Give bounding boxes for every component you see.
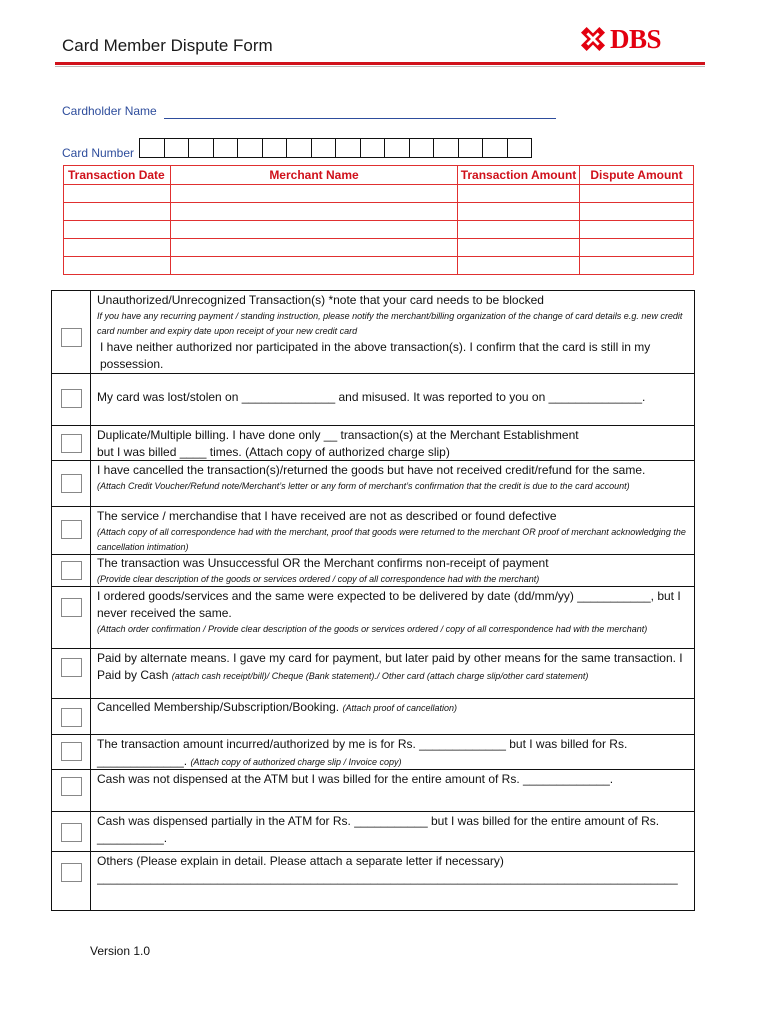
dispute-row-atm-partial bbox=[52, 811, 694, 851]
cardholder-name-label: Cardholder Name bbox=[62, 104, 157, 118]
dispute-text: Duplicate/Multiple billing. I have done only __ transaction(s) at the Merchant Establishment bbox=[97, 428, 579, 442]
card-digit-box[interactable] bbox=[458, 138, 484, 158]
dispute-note: (Attach Credit Voucher/Refund note/Merchant’s letter or any form of merchant’s confirmation that the credit is due to the card account) bbox=[97, 481, 630, 491]
dispute-checkbox[interactable] bbox=[61, 598, 82, 617]
table-cell[interactable] bbox=[458, 239, 580, 257]
dispute-note: (Attach copy of authorized charge slip / Invoice copy) bbox=[190, 757, 402, 767]
table-cell[interactable] bbox=[171, 221, 458, 239]
table-cell[interactable] bbox=[171, 239, 458, 257]
cardholder-name-field[interactable] bbox=[164, 118, 556, 119]
dbs-star-icon bbox=[580, 26, 606, 52]
table-cell[interactable] bbox=[171, 203, 458, 221]
table-cell[interactable] bbox=[580, 257, 694, 275]
dispute-row-others bbox=[52, 851, 694, 910]
table-cell[interactable] bbox=[64, 221, 171, 239]
dispute-text: I ordered goods/services and the same were expected to be delivered by date (dd/mm/yy) ___________, but I never received the same. bbox=[97, 589, 681, 620]
dispute-row-amount-mismatch bbox=[52, 734, 694, 769]
dispute-checkbox[interactable] bbox=[61, 742, 82, 761]
dispute-checkbox[interactable] bbox=[61, 561, 82, 580]
table-cell[interactable] bbox=[64, 185, 171, 203]
dispute-text: The service / merchandise that I have received are not as described or found defective bbox=[97, 509, 557, 523]
dispute-row-atm-not-dispensed bbox=[52, 769, 694, 811]
dispute-text: The transaction amount incurred/authorized by me is for Rs. _____________ but I was billed for Rs. _____________. bbox=[97, 737, 628, 768]
dispute-row-alternate-payment bbox=[52, 648, 694, 698]
table-cell[interactable] bbox=[458, 257, 580, 275]
others-explanation-line[interactable]: _______________________________________________________________________________________ bbox=[97, 871, 678, 885]
table-row bbox=[64, 203, 694, 221]
dispute-row-unsuccessful bbox=[52, 554, 694, 586]
dispute-note: (attach cash receipt/bill)/ Cheque (Bank statement)./ Other card (attach charge slip/other card statement) bbox=[171, 671, 589, 681]
table-cell[interactable] bbox=[458, 203, 580, 221]
dispute-text: I have cancelled the transaction(s)/returned the goods but have not received credit/refund for the same. bbox=[97, 463, 646, 477]
table-header-row bbox=[64, 166, 694, 185]
dispute-text: Unauthorized/Unrecognized Transaction(s) *note that your card needs to be blocked bbox=[97, 293, 544, 307]
col-merchant-name: Merchant Name bbox=[171, 166, 458, 185]
dispute-note: (Attach order confirmation / Provide clear description of the goods or services ordered / copy of all correspondence had with the merchant) bbox=[97, 624, 648, 634]
dispute-note: If you have any recurring payment / standing instruction, please notify the merchant/billing organization of the change of card details e.g. new credit card number and expiry date upon receipt of your new credit card bbox=[97, 311, 683, 336]
dispute-checkbox[interactable] bbox=[61, 328, 82, 347]
dispute-text: The transaction was Unsuccessful OR the Merchant confirms non-receipt of payment bbox=[97, 556, 549, 570]
dispute-row-not-delivered bbox=[52, 586, 694, 648]
dispute-row-cancelled-membership bbox=[52, 698, 694, 734]
dispute-note: (Attach proof of cancellation) bbox=[342, 703, 458, 713]
table-cell[interactable] bbox=[64, 203, 171, 221]
dispute-checkbox[interactable] bbox=[61, 823, 82, 842]
dispute-text: Others (Please explain in detail. Please attach a separate letter if necessary) bbox=[97, 854, 504, 868]
card-digit-box[interactable] bbox=[409, 138, 435, 158]
dispute-checkbox[interactable] bbox=[61, 434, 82, 453]
dispute-row-cancelled-refund bbox=[52, 460, 694, 506]
card-digit-box[interactable] bbox=[335, 138, 361, 158]
table-row bbox=[64, 185, 694, 203]
dispute-checkbox[interactable] bbox=[61, 474, 82, 493]
dispute-checkbox[interactable] bbox=[61, 389, 82, 408]
dispute-text: Cash was not dispensed at the ATM but I was billed for the entire amount of Rs. _____________. bbox=[97, 772, 614, 786]
header-divider-shadow bbox=[55, 66, 705, 67]
version-label: Version 1.0 bbox=[90, 944, 151, 958]
card-digit-box[interactable] bbox=[433, 138, 459, 158]
col-transaction-amount: Transaction Amount bbox=[458, 166, 580, 185]
table-cell[interactable] bbox=[458, 221, 580, 239]
card-number-field[interactable] bbox=[140, 138, 532, 158]
table-cell[interactable] bbox=[580, 185, 694, 203]
table-row bbox=[64, 257, 694, 275]
dispute-checkbox[interactable] bbox=[61, 708, 82, 727]
col-transaction-date: Transaction Date bbox=[64, 166, 171, 185]
dispute-row-lost-stolen bbox=[52, 373, 694, 425]
dispute-text: Cancelled Membership/Subscription/Booking. bbox=[97, 700, 340, 714]
dispute-text: Paid by alternate means. I gave my card for payment, but later paid by other means for the same transaction. I Paid by Cash bbox=[97, 651, 683, 682]
dispute-checkbox[interactable] bbox=[61, 777, 82, 796]
table-cell[interactable] bbox=[64, 239, 171, 257]
dispute-checkbox[interactable] bbox=[61, 658, 82, 677]
page-title: Card Member Dispute Form bbox=[62, 36, 273, 55]
card-digit-box[interactable] bbox=[164, 138, 190, 158]
dispute-checkbox[interactable] bbox=[61, 863, 82, 882]
card-digit-box[interactable] bbox=[482, 138, 508, 158]
dispute-row-defective bbox=[52, 506, 694, 554]
dispute-text: but I was billed ____ times. (Attach copy of authorized charge slip) bbox=[97, 445, 450, 459]
dispute-note: (Attach copy of all correspondence had with the merchant, proof that goods were returned to the merchant OR proof of merchant acknowledging the cancellation intimation) bbox=[97, 527, 686, 552]
table-row bbox=[64, 239, 694, 257]
table-cell[interactable] bbox=[64, 257, 171, 275]
card-digit-box[interactable] bbox=[311, 138, 337, 158]
dispute-text: I have neither authorized nor participated in the above transaction(s). I confirm that the card is still in my possession. bbox=[100, 340, 651, 371]
card-digit-box[interactable] bbox=[139, 138, 165, 158]
table-row bbox=[64, 221, 694, 239]
card-digit-box[interactable] bbox=[360, 138, 386, 158]
card-digit-box[interactable] bbox=[507, 138, 533, 158]
table-cell[interactable] bbox=[171, 257, 458, 275]
dispute-row-duplicate-billing bbox=[52, 425, 694, 460]
table-cell[interactable] bbox=[458, 185, 580, 203]
card-digit-box[interactable] bbox=[213, 138, 239, 158]
card-digit-box[interactable] bbox=[188, 138, 214, 158]
dbs-logo bbox=[580, 24, 661, 54]
dispute-note: (Provide clear description of the goods or services ordered / copy of all correspondence had with the merchant) bbox=[97, 574, 540, 584]
table-cell[interactable] bbox=[580, 221, 694, 239]
dispute-row-unauthorized bbox=[52, 291, 694, 373]
transactions-table bbox=[63, 165, 694, 275]
header-divider bbox=[55, 62, 705, 65]
dispute-text: My card was lost/stolen on ______________ and misused. It was reported to you on ______________. bbox=[97, 390, 646, 404]
card-digit-box[interactable] bbox=[237, 138, 263, 158]
card-number-label: Card Number bbox=[62, 146, 135, 160]
card-digit-box[interactable] bbox=[262, 138, 288, 158]
dispute-reasons-table bbox=[51, 290, 695, 911]
col-dispute-amount: Dispute Amount bbox=[580, 166, 694, 185]
card-digit-box[interactable] bbox=[384, 138, 410, 158]
table-cell[interactable] bbox=[580, 203, 694, 221]
dispute-checkbox[interactable] bbox=[61, 520, 82, 539]
table-cell[interactable] bbox=[580, 239, 694, 257]
card-digit-box[interactable] bbox=[286, 138, 312, 158]
table-cell[interactable] bbox=[171, 185, 458, 203]
brand-name: DBS bbox=[610, 23, 662, 54]
dispute-text: Cash was dispensed partially in the ATM for Rs. ___________ but I was billed for the entire amount of Rs. __________. bbox=[97, 814, 660, 845]
